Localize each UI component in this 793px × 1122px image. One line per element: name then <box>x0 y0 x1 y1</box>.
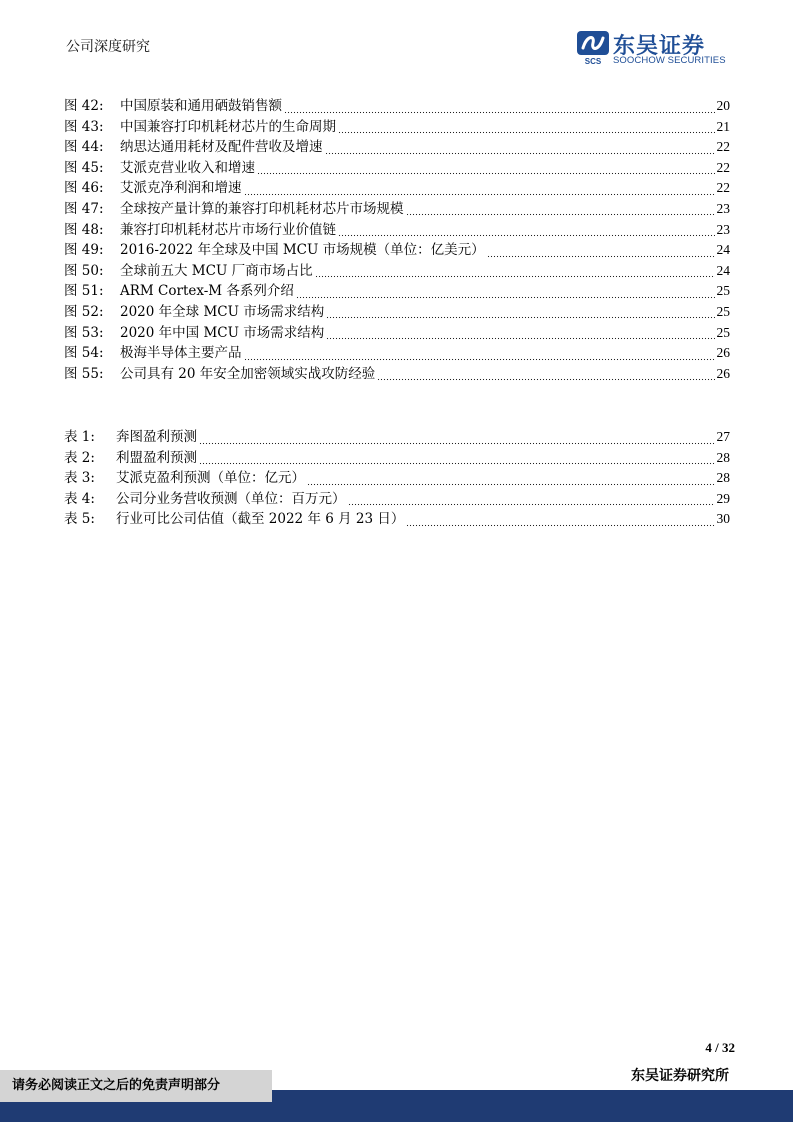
dot-leader <box>338 117 715 138</box>
figure-entry-title: 2020 年中国 MCU 市场需求结构 <box>120 324 325 341</box>
dot-leader <box>244 178 715 199</box>
figure-entry[interactable] <box>64 323 730 344</box>
dot-leader <box>338 220 715 241</box>
table-entry-page: 27 <box>716 429 730 444</box>
figure-entry-title: 中国原装和通用硒鼓销售额 <box>120 98 282 114</box>
dot-leader <box>199 448 715 469</box>
figure-entry-title: 兼容打印机耗材芯片市场行业价值链 <box>120 221 336 238</box>
figure-entry-number: 图 53: <box>64 324 104 341</box>
table-entry-number: 表 4: <box>64 490 95 507</box>
figure-entry-page: 26 <box>716 345 730 361</box>
figure-entry-page: 24 <box>716 242 730 258</box>
figure-entry-number: 图 42: <box>64 98 104 114</box>
dot-leader <box>307 468 715 489</box>
page-number: 4 / 32 <box>705 1040 735 1055</box>
figure-entry-number: 图 51: <box>64 283 104 300</box>
table-entry-number: 表 3: <box>64 470 95 487</box>
figure-entry-title: 艾派克净利润和增速 <box>120 180 242 197</box>
figure-entry-page: 22 <box>716 180 730 196</box>
logo-chinese-name: 东吴证券 <box>613 34 706 59</box>
figure-entry-page: 25 <box>716 283 730 299</box>
figure-entry-number: 图 46: <box>64 180 104 197</box>
figure-entry[interactable] <box>64 117 730 138</box>
dot-leader <box>377 364 714 385</box>
table-entry[interactable] <box>64 448 730 469</box>
figure-entry-title: ARM Cortex-M 各系列介绍 <box>120 283 294 300</box>
figure-entry[interactable] <box>64 220 730 241</box>
dot-leader <box>487 240 715 261</box>
table-entry-page: 28 <box>716 449 730 465</box>
figure-entry[interactable] <box>64 178 730 199</box>
dot-leader <box>284 96 715 117</box>
figure-entry-title: 艾派克营业收入和增速 <box>120 159 255 176</box>
figure-entry-number: 图 54: <box>64 345 104 362</box>
figure-entry[interactable] <box>64 343 730 364</box>
dot-leader <box>244 343 715 364</box>
figure-entry[interactable] <box>64 96 730 117</box>
figure-entry-page: 25 <box>716 303 730 319</box>
figure-entry-page: 25 <box>716 324 730 340</box>
table-entry-title: 艾派克盈利预测（单位：亿元） <box>116 470 305 487</box>
figure-entry-title: 全球按产量计算的兼容打印机耗材芯片市场规模 <box>120 200 404 217</box>
figure-entry-page: 23 <box>716 200 730 216</box>
figure-entry-number: 图 55: <box>64 365 104 382</box>
figure-entry-page: 23 <box>716 221 730 237</box>
figure-entry-title: 2020 年全球 MCU 市场需求结构 <box>120 303 325 320</box>
table-entry[interactable] <box>64 468 730 489</box>
dot-leader <box>296 281 715 302</box>
disclaimer-notice: 请务必阅读正文之后的免责声明部分 <box>0 1070 272 1102</box>
figure-entry[interactable] <box>64 281 730 302</box>
figure-entry-number: 图 47: <box>64 200 104 217</box>
figure-entry-number: 图 44: <box>64 139 104 156</box>
table-entry-number: 表 5: <box>64 511 95 528</box>
figure-entry-title: 纳思达通用耗材及配件营收及增速 <box>120 139 323 156</box>
dot-leader <box>326 302 714 323</box>
figure-index <box>64 96 730 384</box>
logo-mark-icon <box>577 31 609 65</box>
figure-entry[interactable] <box>64 158 730 179</box>
figure-entry-page: 21 <box>716 118 730 134</box>
figure-entry[interactable] <box>64 240 730 261</box>
figure-entry-number: 图 43: <box>64 118 104 135</box>
table-entry-page: 28 <box>716 470 730 486</box>
dot-leader <box>325 137 715 158</box>
figure-entry[interactable] <box>64 137 730 158</box>
figure-entry-page: 20 <box>716 98 730 113</box>
figure-entry-number: 图 45: <box>64 159 104 176</box>
report-section-label: 公司深度研究 <box>66 39 150 55</box>
table-entry[interactable] <box>64 427 730 448</box>
dot-leader <box>406 509 714 530</box>
table-entry-title: 行业可比公司估值（截至 2022 年 6 月 23 日） <box>116 511 405 528</box>
figure-entry-title: 公司具有 20 年安全加密领域实战攻防经验 <box>120 365 376 382</box>
figure-entry-number: 图 49: <box>64 242 104 259</box>
figure-entry-title: 极海半导体主要产品 <box>120 345 242 362</box>
table-entry-title: 利盟盈利预测 <box>116 449 197 466</box>
figure-entry-page: 26 <box>716 365 730 381</box>
table-entry-page: 29 <box>716 490 730 506</box>
figure-entry[interactable] <box>64 302 730 323</box>
figure-entry-title: 2016-2022 年全球及中国 MCU 市场规模（单位：亿美元） <box>120 242 485 259</box>
dot-leader <box>406 199 715 220</box>
dot-leader <box>348 489 715 510</box>
table-entry-title: 公司分业务营收预测（单位：百万元） <box>116 490 346 507</box>
table-entry[interactable] <box>64 489 730 510</box>
table-entry-number: 表 2: <box>64 449 95 466</box>
figure-entry-title: 中国兼容打印机耗材芯片的生命周期 <box>120 118 336 135</box>
figure-entry-number: 图 48: <box>64 221 104 238</box>
figure-entry[interactable] <box>64 364 730 385</box>
brand-logo <box>577 31 737 67</box>
figure-entry-number: 图 50: <box>64 262 104 279</box>
figure-entry-title: 全球前五大 MCU 厂商市场占比 <box>120 262 313 279</box>
table-entry-number: 表 1: <box>64 429 95 445</box>
figure-entry-number: 图 52: <box>64 303 104 320</box>
footer-organization: 东吴证券研究所 <box>631 1068 729 1084</box>
figure-entry[interactable] <box>64 261 730 282</box>
dot-leader <box>326 323 714 344</box>
table-entry[interactable] <box>64 509 730 530</box>
dot-leader <box>257 158 715 179</box>
table-entry-title: 奔图盈利预测 <box>116 429 197 445</box>
table-index <box>64 427 730 530</box>
logo-english-name: SOOCHOW SECURITIES <box>613 55 726 66</box>
dot-leader <box>199 427 715 448</box>
logo-mark-text: SCS <box>584 57 602 65</box>
figure-entry-page: 24 <box>716 262 730 278</box>
figure-entry-page: 22 <box>716 139 730 155</box>
dot-leader <box>315 261 715 282</box>
figure-entry[interactable] <box>64 199 730 220</box>
figure-entry-page: 22 <box>716 159 730 175</box>
table-entry-page: 30 <box>716 511 730 527</box>
